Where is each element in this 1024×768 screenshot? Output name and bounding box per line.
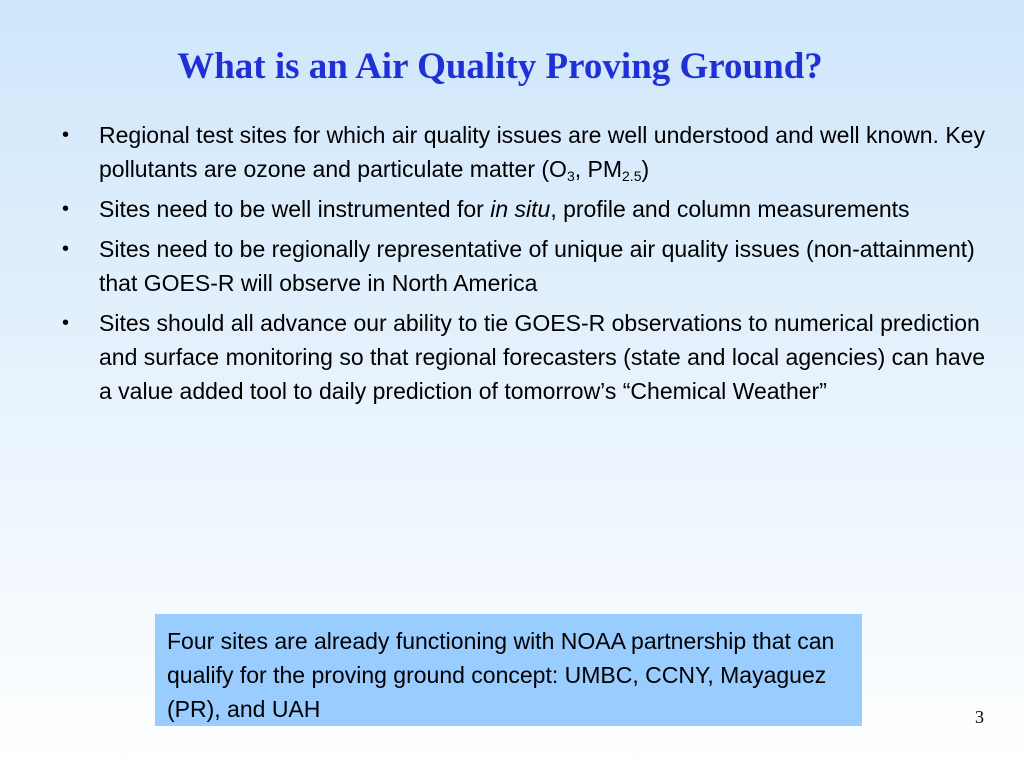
bullet-text: Regional test sites for which air quality issues are well understood and well known. Key pollutants are ozone and particulate matter (O — [99, 122, 985, 182]
subscript: 2.5 — [622, 168, 642, 184]
bullet-text: Sites should all advance our ability to tie GOES-R observations to numerical prediction and surface monitoring so that regional forecasters (state and local agencies) can have a value added tool to daily prediction of tomorrow’s “Chemical Weather” — [99, 310, 986, 404]
bullet-icon: • — [62, 198, 70, 220]
bullet-text: Sites need to be well instrumented for — [99, 196, 491, 222]
bullet-text: Sites need to be regionally representative of unique air quality issues (non-attainment) that GOES-R will observe in North America — [99, 236, 975, 296]
bullet-item — [60, 192, 990, 226]
bullet-item — [60, 232, 990, 300]
callout-box: Four sites are already functioning with NOAA partnership that can qualify for the proving ground concept: UMBC, CCNY, Mayaguez (PR), and UAH — [155, 614, 862, 726]
page-number: 3 — [975, 707, 984, 727]
bullet-item — [60, 118, 990, 186]
bullet-text: , PM — [574, 156, 623, 182]
bullet-list — [60, 118, 990, 414]
bullet-item — [60, 306, 990, 408]
bullet-text: , profile and column measurements — [550, 196, 910, 222]
bullet-icon: • — [62, 124, 70, 146]
bullet-text: ) — [641, 156, 650, 182]
slide-title: What is an Air Quality Proving Ground? — [177, 46, 823, 87]
bullet-icon: • — [62, 238, 70, 260]
subscript: 3 — [566, 168, 575, 184]
bullet-icon: • — [62, 312, 70, 334]
italic-term: in situ — [490, 196, 551, 222]
